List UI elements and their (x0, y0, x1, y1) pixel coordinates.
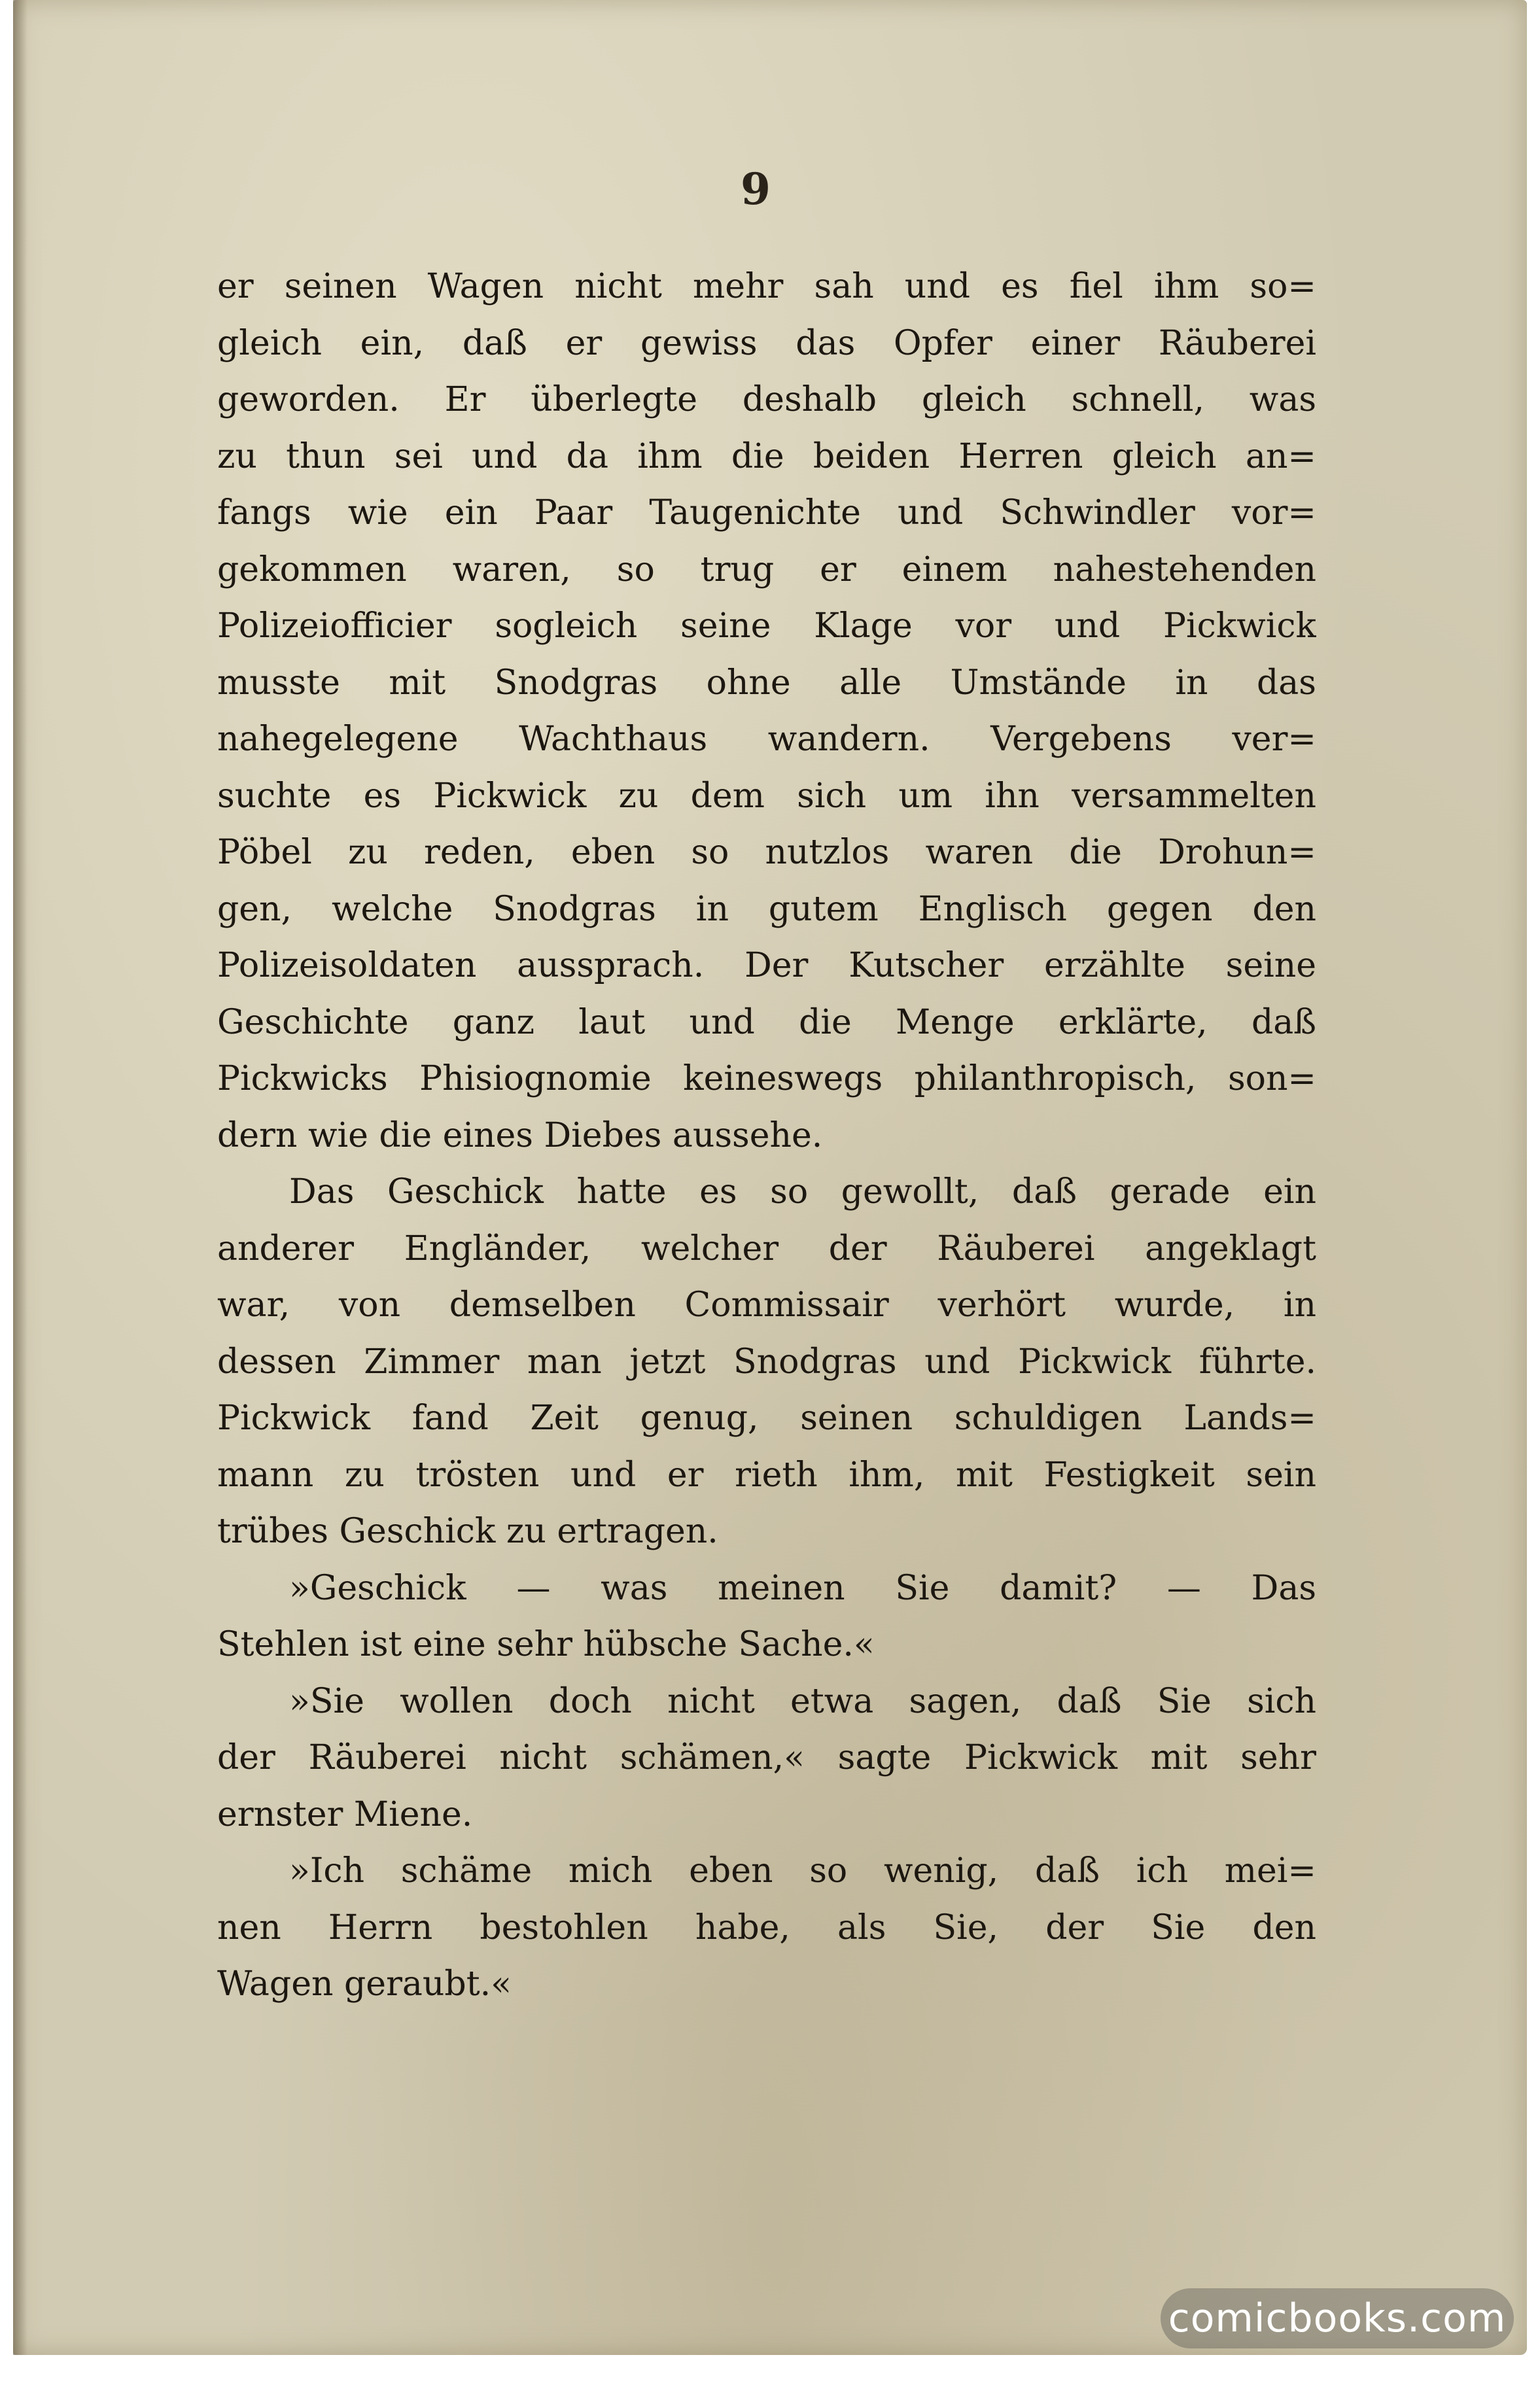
text-line: mann zu trösten und er rieth ihm, mit Festigkeit sein (217, 1455, 1316, 1495)
text-line: er seinen Wagen nicht mehr sah und es fiel ihm so= (217, 267, 1316, 306)
text-line: gleich ein, daß er gewiss das Opfer einer Räuberei (217, 323, 1316, 363)
text-line: anderer Engländer, welcher der Räuberei angeklagt (217, 1229, 1316, 1268)
text-line: dern wie die eines Diebes aussehe. (217, 1115, 823, 1155)
text-line: Polizeiofficier sogleich seine Klage vor und Pickwick (217, 606, 1316, 646)
text-line: »Geschick — was meinen Sie damit? — Das (289, 1568, 1316, 1608)
page-number: 9 (741, 164, 771, 215)
watermark-text: comicbooks.com (1168, 2295, 1507, 2341)
text-line: trübes Geschick zu ertragen. (217, 1512, 718, 1551)
text-line: Pickwick fand Zeit genug, seinen schuldigen Lands= (217, 1399, 1316, 1438)
text-line: Pickwicks Phisiognomie keineswegs philanthropisch, son= (217, 1059, 1316, 1098)
page-edge-shadow (13, 0, 27, 2355)
text-line: Das Geschick hatte es so gewollt, daß gerade ein (289, 1172, 1316, 1212)
text-line: musste mit Snodgras ohne alle Umstände in das (217, 663, 1316, 703)
text-line: Wagen geraubt.« (217, 1964, 512, 2004)
text-line: zu thun sei und da ihm die beiden Herren gleich an= (217, 436, 1316, 476)
text-line: geworden. Er überlegte deshalb gleich schnell, was (217, 380, 1316, 419)
text-line: ernster Miene. (217, 1794, 473, 1834)
text-line: Pöbel zu reden, eben so nutzlos waren die Drohun= (217, 833, 1316, 872)
text-line: Stehlen ist eine sehr hübsche Sache.« (217, 1625, 875, 1664)
text-line: war, von demselben Commissair verhört wurde, in (217, 1285, 1316, 1325)
text-line: »Ich schäme mich eben so wenig, daß ich mei= (289, 1851, 1316, 1891)
text-line: »Sie wollen doch nicht etwa sagen, daß Sie sich (289, 1681, 1316, 1721)
text-line: fangs wie ein Paar Taugenichte und Schwindler vor= (217, 493, 1316, 532)
text-line: dessen Zimmer man jetzt Snodgras und Pickwick führte. (217, 1342, 1316, 1382)
text-line: Geschichte ganz laut und die Menge erklärte, daß (217, 1002, 1316, 1042)
body-text (217, 258, 1316, 2013)
text-line: nen Herrn bestohlen habe, als Sie, der Sie den (217, 1908, 1316, 1947)
watermark (1161, 2288, 1514, 2348)
text-line: nahegelegene Wachthaus wandern. Vergebens ver= (217, 720, 1316, 759)
text-line: suchte es Pickwick zu dem sich um ihn versammelten (217, 776, 1316, 816)
text-line: Polizeisoldaten aussprach. Der Kutscher erzählte seine (217, 946, 1316, 985)
text-line: der Räuberei nicht schämen,« sagte Pickwick mit sehr (217, 1738, 1316, 1777)
book-page (13, 0, 1527, 2355)
text-line: gekommen waren, so trug er einem nahestehenden (217, 549, 1316, 589)
text-line: gen, welche Snodgras in gutem Englisch gegen den (217, 889, 1316, 929)
